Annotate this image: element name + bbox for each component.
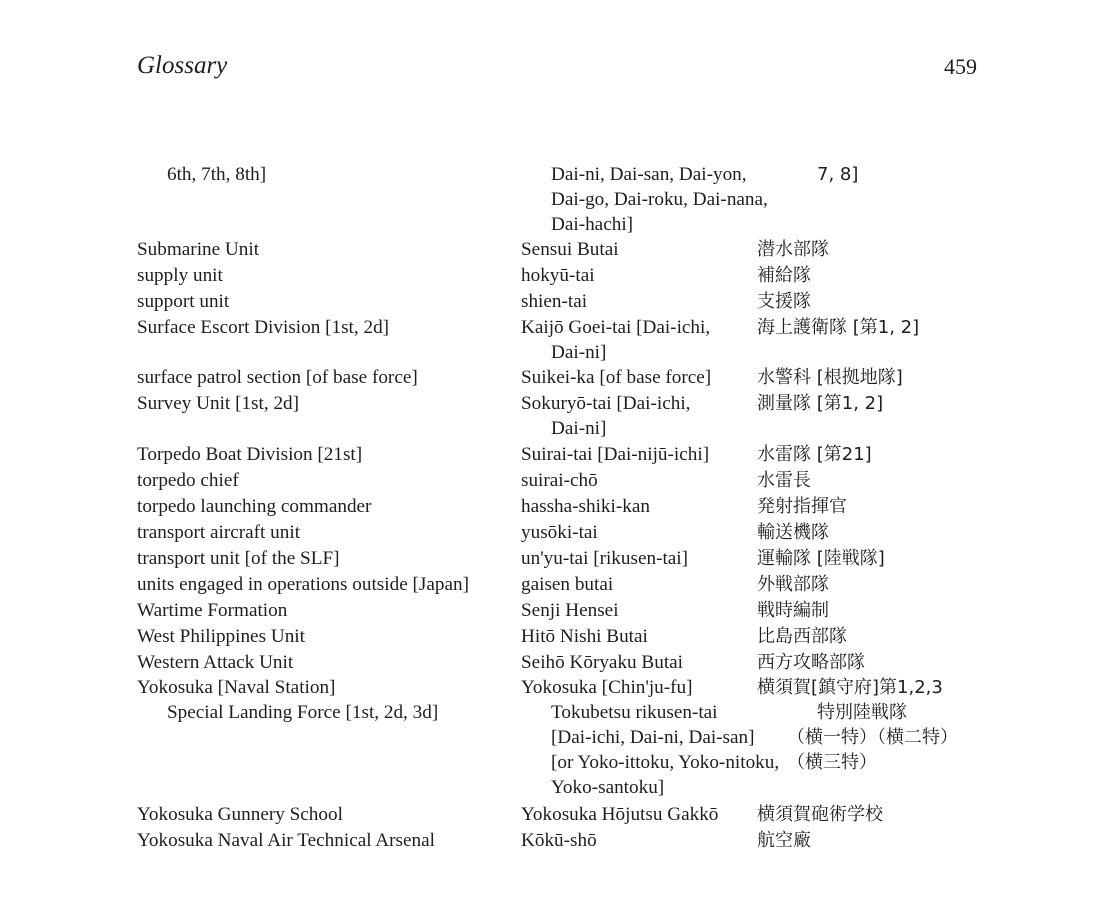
romanized-term: Seihō Kōryaku Butai	[521, 652, 684, 673]
romanized-term: shien-tai	[521, 291, 588, 312]
romanized-term: Hitō Nishi Butai	[521, 626, 648, 647]
running-title: Glossary	[137, 52, 228, 79]
romanized-term: Dai-ni]	[551, 342, 607, 363]
english-term: Yokosuka Gunnery School	[137, 804, 343, 825]
english-term: transport unit [of the SLF]	[137, 548, 340, 569]
japanese-term: 横須賀砲術学校	[757, 804, 883, 825]
english-term: surface patrol section [of base force]	[137, 367, 418, 388]
japanese-term: 7, 8]	[817, 164, 859, 185]
japanese-term: 西方攻略部隊	[757, 652, 865, 673]
english-term: 6th, 7th, 8th]	[167, 164, 267, 185]
japanese-term: 補給隊	[757, 265, 811, 286]
japanese-term: 運輸隊 [陸戦隊]	[757, 548, 885, 569]
japanese-term: 測量隊 [第1, 2]	[757, 393, 884, 414]
english-term: Surface Escort Division [1st, 2d]	[137, 317, 390, 338]
romanized-term: yusōki-tai	[521, 522, 598, 543]
japanese-term: 潜水部隊	[757, 239, 829, 260]
english-term: torpedo launching commander	[137, 496, 372, 517]
romanized-term: Dai-go, Dai-roku, Dai-nana,	[551, 189, 768, 210]
romanized-term: gaisen butai	[521, 574, 614, 595]
english-term: West Philippines Unit	[137, 626, 305, 647]
english-term: Yokosuka [Naval Station]	[137, 677, 336, 698]
english-term: transport aircraft unit	[137, 522, 301, 543]
english-term: Torpedo Boat Division [21st]	[137, 444, 363, 465]
romanized-term: [Dai-ichi, Dai-ni, Dai-san]	[551, 727, 755, 748]
english-term: Western Attack Unit	[137, 652, 294, 673]
japanese-term: 特別陸戦隊	[817, 702, 907, 723]
japanese-term: 航空廠	[757, 830, 811, 851]
english-term: support unit	[137, 291, 230, 312]
english-term: Special Landing Force [1st, 2d, 3d]	[167, 702, 439, 723]
romanized-term: Sokuryō-tai [Dai-ichi,	[521, 393, 691, 414]
japanese-term: 輸送機隊	[757, 522, 829, 543]
romanized-term: Yoko-santoku]	[551, 777, 665, 798]
romanized-term: Sensui Butai	[521, 239, 619, 260]
romanized-term: [or Yoko-ittoku, Yoko-nitoku,	[551, 752, 780, 773]
english-term: Submarine Unit	[137, 239, 260, 260]
japanese-term: 比島西部隊	[757, 626, 847, 647]
romanized-term: Kaijō Goei-tai [Dai-ichi,	[521, 317, 711, 338]
romanized-term: Dai-ni, Dai-san, Dai-yon,	[551, 164, 747, 185]
japanese-term: 海上護衛隊 [第1, 2]	[757, 317, 920, 338]
japanese-term: （横三特）	[787, 752, 877, 773]
english-term: torpedo chief	[137, 470, 239, 491]
romanized-term: Suirai-tai [Dai-nijū-ichi]	[521, 444, 710, 465]
page-number: 459	[944, 54, 977, 79]
english-term: Yokosuka Naval Air Technical Arsenal	[137, 830, 435, 851]
romanized-term: Tokubetsu rikusen-tai	[551, 702, 718, 723]
english-term: supply unit	[137, 265, 223, 286]
romanized-term: Yokosuka [Chin'ju-fu]	[521, 677, 693, 698]
romanized-term: Dai-hachi]	[551, 214, 634, 235]
japanese-term: （横一特）（横二特）	[787, 727, 958, 748]
japanese-term: 水雷隊 [第21]	[757, 444, 872, 465]
english-term: Wartime Formation	[137, 600, 288, 621]
romanized-term: hassha-shiki-kan	[521, 496, 650, 517]
japanese-term: 戦時編制	[757, 600, 829, 621]
japanese-term: 水警科 [根拠地隊]	[757, 367, 903, 388]
romanized-term: suirai-chō	[521, 470, 598, 491]
romanized-term: Kōkū-shō	[521, 830, 597, 851]
page-header	[0, 0, 1113, 100]
romanized-term: Suikei-ka [of base force]	[521, 367, 712, 388]
romanized-term: hokyū-tai	[521, 265, 595, 286]
japanese-term: 水雷長	[757, 470, 811, 491]
english-term: Survey Unit [1st, 2d]	[137, 393, 300, 414]
japanese-term: 外戦部隊	[757, 574, 829, 595]
japanese-term: 発射指揮官	[757, 496, 847, 517]
english-term: units engaged in operations outside [Japan]	[137, 574, 469, 595]
romanized-term: Dai-ni]	[551, 418, 607, 439]
romanized-term: Senji Hensei	[521, 600, 619, 621]
romanized-term: un'yu-tai [rikusen-tai]	[521, 548, 689, 569]
japanese-term: 横須賀[鎮守府]第1,2,3	[757, 677, 943, 698]
romanized-term: Yokosuka Hōjutsu Gakkō	[521, 804, 719, 825]
japanese-term: 支援隊	[757, 291, 811, 312]
